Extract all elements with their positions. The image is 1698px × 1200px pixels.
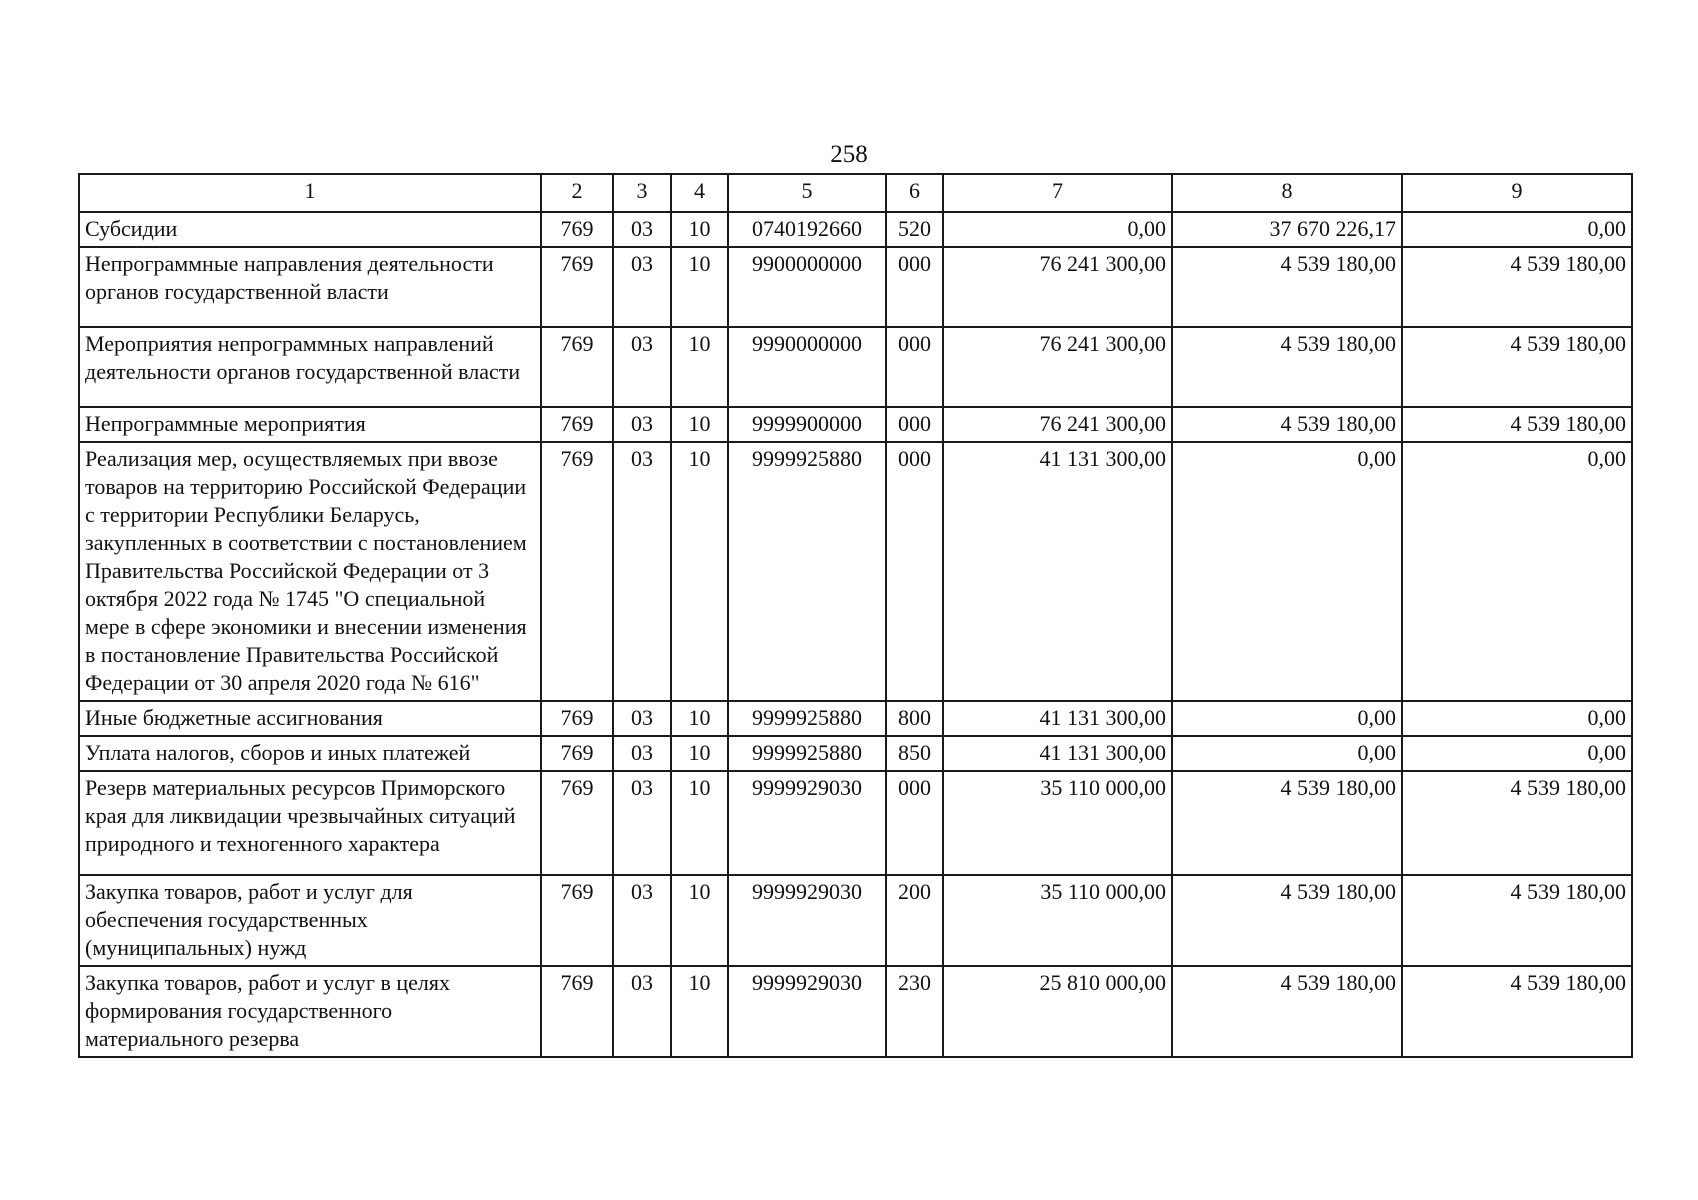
cell-name: Непрограммные направления деятельности органов государственной власти <box>79 247 541 327</box>
cell-admin-code: 769 <box>541 407 613 442</box>
cell-amount-1: 41 131 300,00 <box>943 736 1172 771</box>
cell-subsection: 10 <box>671 701 728 736</box>
table-row <box>79 212 1632 247</box>
cell-admin-code: 769 <box>541 442 613 701</box>
cell-target-article: 9999925880 <box>728 736 886 771</box>
table-row <box>79 327 1632 407</box>
cell-section: 03 <box>613 771 671 875</box>
cell-amount-3: 0,00 <box>1402 212 1632 247</box>
budget-table <box>78 173 1633 1058</box>
cell-name: Иные бюджетные ассигнования <box>79 701 541 736</box>
cell-name: Резерв материальных ресурсов Приморского края для ликвидации чрезвычайных ситуаций природного и техногенного характера <box>79 771 541 875</box>
cell-section: 03 <box>613 442 671 701</box>
header-col-admin: 2 <box>541 174 613 212</box>
cell-name: Реализация мер, осуществляемых при ввозе товаров на территорию Российской Федерации с территории Республики Беларусь, закупленных в соответствии с постановлением Правительства Российской Федерации от 3 октября 2022 года № 1745 "О специальной мере в сфере экономики и внесении изменения в постановление Правительства Российской Федерации от 30 апреля 2020 года № 616" <box>79 442 541 701</box>
cell-admin-code: 769 <box>541 771 613 875</box>
cell-amount-1: 41 131 300,00 <box>943 701 1172 736</box>
table-row <box>79 736 1632 771</box>
cell-amount-2: 4 539 180,00 <box>1172 771 1402 875</box>
cell-amount-3: 4 539 180,00 <box>1402 966 1632 1057</box>
header-col-expense-type: 6 <box>886 174 943 212</box>
cell-target-article: 9999929030 <box>728 771 886 875</box>
table-row <box>79 701 1632 736</box>
cell-expense-type: 230 <box>886 966 943 1057</box>
cell-expense-type: 200 <box>886 875 943 966</box>
cell-subsection: 10 <box>671 736 728 771</box>
cell-subsection: 10 <box>671 212 728 247</box>
cell-target-article: 9999900000 <box>728 407 886 442</box>
cell-amount-1: 35 110 000,00 <box>943 771 1172 875</box>
header-col-name: 1 <box>79 174 541 212</box>
cell-amount-2: 4 539 180,00 <box>1172 407 1402 442</box>
cell-section: 03 <box>613 212 671 247</box>
cell-expense-type: 000 <box>886 442 943 701</box>
cell-admin-code: 769 <box>541 736 613 771</box>
cell-amount-2: 4 539 180,00 <box>1172 875 1402 966</box>
header-col-target-article: 5 <box>728 174 886 212</box>
cell-amount-1: 0,00 <box>943 212 1172 247</box>
cell-subsection: 10 <box>671 327 728 407</box>
cell-name: Субсидии <box>79 212 541 247</box>
table-row <box>79 875 1632 966</box>
table-row <box>79 966 1632 1057</box>
cell-amount-3: 0,00 <box>1402 442 1632 701</box>
page-number: 258 <box>830 141 868 168</box>
cell-amount-1: 35 110 000,00 <box>943 875 1172 966</box>
cell-name: Закупка товаров, работ и услуг в целях формирования государственного материального резерва <box>79 966 541 1057</box>
cell-amount-2: 4 539 180,00 <box>1172 327 1402 407</box>
cell-amount-3: 0,00 <box>1402 736 1632 771</box>
cell-target-article: 9999929030 <box>728 875 886 966</box>
cell-admin-code: 769 <box>541 212 613 247</box>
cell-amount-3: 0,00 <box>1402 701 1632 736</box>
cell-expense-type: 000 <box>886 407 943 442</box>
table-header <box>79 174 1632 212</box>
cell-admin-code: 769 <box>541 327 613 407</box>
table-row <box>79 247 1632 327</box>
cell-target-article: 9999925880 <box>728 442 886 701</box>
header-col-section: 3 <box>613 174 671 212</box>
cell-admin-code: 769 <box>541 247 613 327</box>
cell-target-article: 9999929030 <box>728 966 886 1057</box>
cell-target-article: 9900000000 <box>728 247 886 327</box>
cell-section: 03 <box>613 701 671 736</box>
header-col-amount-1: 7 <box>943 174 1172 212</box>
cell-amount-2: 4 539 180,00 <box>1172 247 1402 327</box>
cell-amount-3: 4 539 180,00 <box>1402 771 1632 875</box>
table-row <box>79 407 1632 442</box>
cell-subsection: 10 <box>671 247 728 327</box>
header-col-amount-2: 8 <box>1172 174 1402 212</box>
cell-name: Мероприятия непрограммных направлений деятельности органов государственной власти <box>79 327 541 407</box>
cell-subsection: 10 <box>671 407 728 442</box>
cell-amount-1: 41 131 300,00 <box>943 442 1172 701</box>
cell-amount-1: 25 810 000,00 <box>943 966 1172 1057</box>
cell-admin-code: 769 <box>541 966 613 1057</box>
table-body <box>79 212 1632 1057</box>
cell-name: Уплата налогов, сборов и иных платежей <box>79 736 541 771</box>
cell-amount-1: 76 241 300,00 <box>943 407 1172 442</box>
cell-subsection: 10 <box>671 442 728 701</box>
header-col-subsection: 4 <box>671 174 728 212</box>
cell-amount-3: 4 539 180,00 <box>1402 247 1632 327</box>
cell-name: Закупка товаров, работ и услуг для обеспечения государственных (муниципальных) нужд <box>79 875 541 966</box>
cell-section: 03 <box>613 407 671 442</box>
cell-section: 03 <box>613 327 671 407</box>
cell-amount-1: 76 241 300,00 <box>943 247 1172 327</box>
cell-amount-2: 37 670 226,17 <box>1172 212 1402 247</box>
cell-expense-type: 000 <box>886 771 943 875</box>
cell-name: Непрограммные мероприятия <box>79 407 541 442</box>
cell-target-article: 9990000000 <box>728 327 886 407</box>
cell-target-article: 9999925880 <box>728 701 886 736</box>
cell-subsection: 10 <box>671 966 728 1057</box>
cell-expense-type: 000 <box>886 327 943 407</box>
header-col-amount-3: 9 <box>1402 174 1632 212</box>
table-row <box>79 442 1632 701</box>
cell-expense-type: 000 <box>886 247 943 327</box>
cell-subsection: 10 <box>671 771 728 875</box>
cell-target-article: 0740192660 <box>728 212 886 247</box>
cell-amount-2: 4 539 180,00 <box>1172 966 1402 1057</box>
header-row <box>79 174 1632 212</box>
table-row <box>79 771 1632 875</box>
cell-section: 03 <box>613 875 671 966</box>
cell-admin-code: 769 <box>541 875 613 966</box>
cell-amount-3: 4 539 180,00 <box>1402 327 1632 407</box>
cell-amount-2: 0,00 <box>1172 736 1402 771</box>
cell-expense-type: 520 <box>886 212 943 247</box>
cell-subsection: 10 <box>671 875 728 966</box>
cell-section: 03 <box>613 736 671 771</box>
cell-section: 03 <box>613 247 671 327</box>
cell-expense-type: 800 <box>886 701 943 736</box>
cell-admin-code: 769 <box>541 701 613 736</box>
cell-amount-3: 4 539 180,00 <box>1402 875 1632 966</box>
cell-amount-3: 4 539 180,00 <box>1402 407 1632 442</box>
cell-expense-type: 850 <box>886 736 943 771</box>
cell-section: 03 <box>613 966 671 1057</box>
cell-amount-1: 76 241 300,00 <box>943 327 1172 407</box>
cell-amount-2: 0,00 <box>1172 701 1402 736</box>
cell-amount-2: 0,00 <box>1172 442 1402 701</box>
